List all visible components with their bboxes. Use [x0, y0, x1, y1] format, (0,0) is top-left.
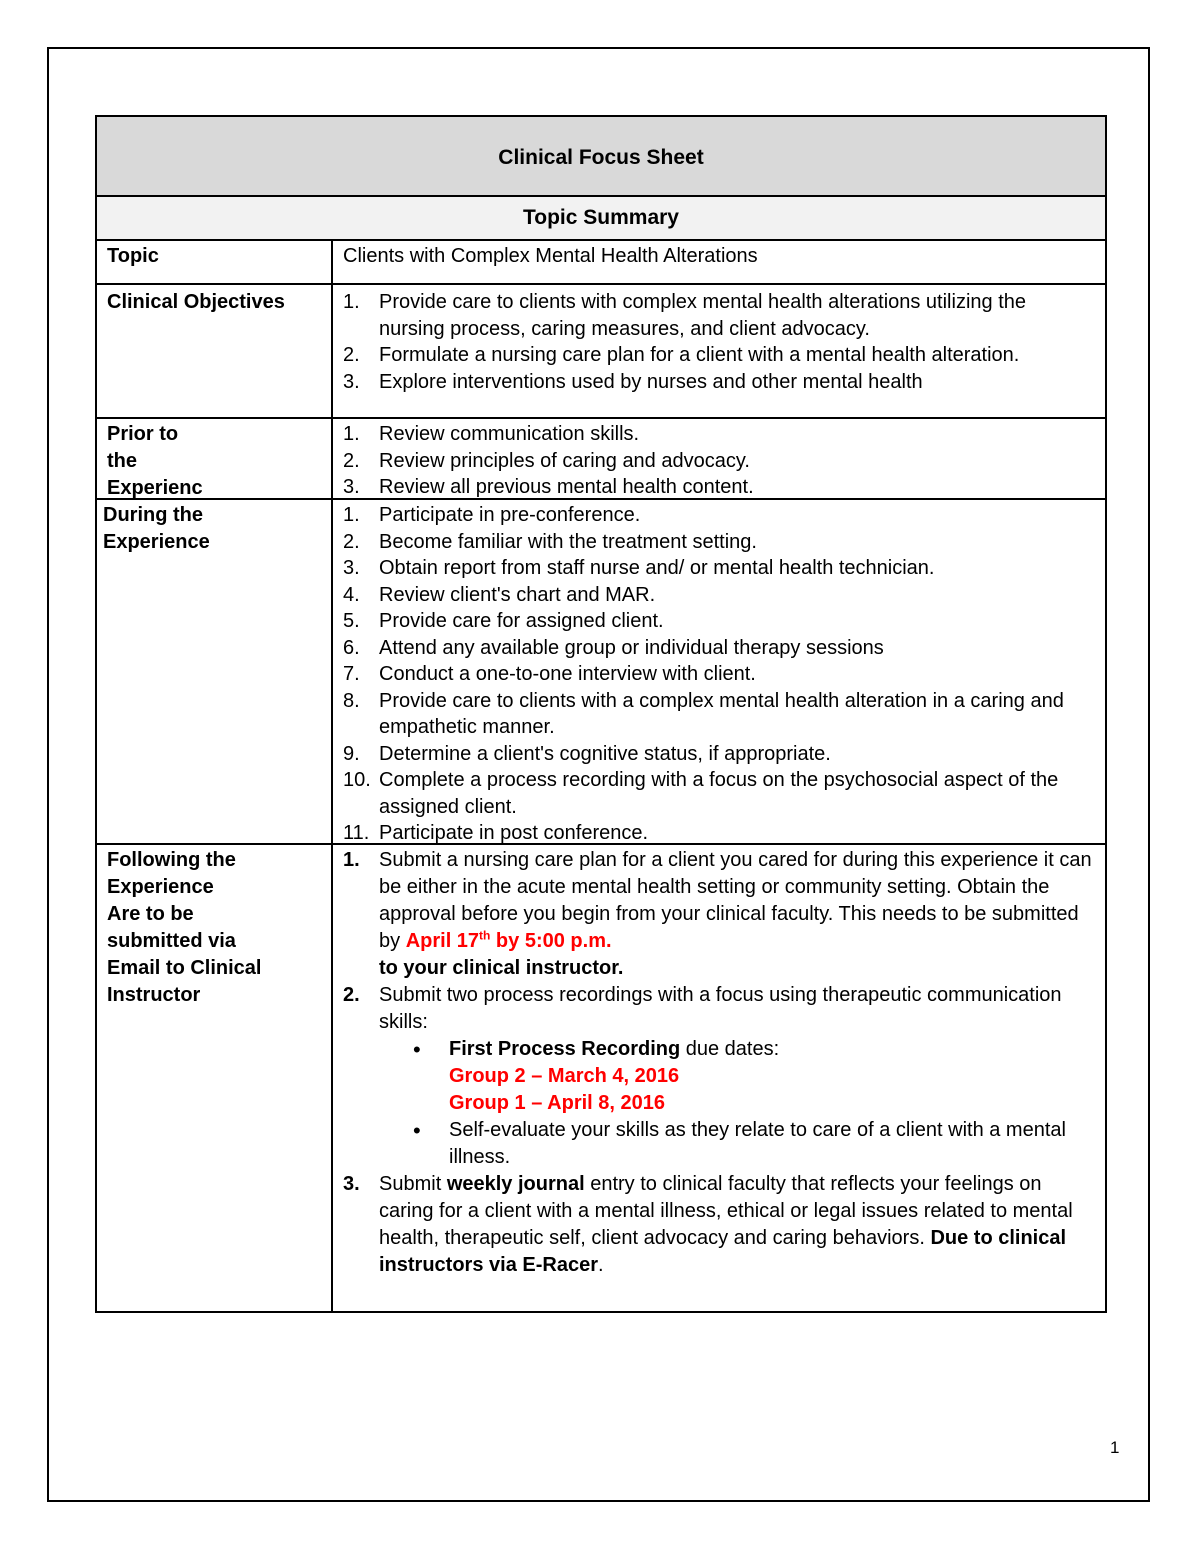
prior-experience-row	[97, 419, 1105, 500]
label-line: Prior to	[107, 423, 179, 445]
item-number: 9.	[343, 742, 360, 765]
item-number: 1.	[343, 504, 360, 526]
deadline-time: by 5:00 p.m.	[490, 930, 612, 952]
item-number: 2.	[343, 449, 360, 472]
list-item	[343, 635, 1095, 662]
item-number: 1.	[343, 849, 360, 871]
list-item	[343, 767, 1095, 820]
label-line: Instructor	[107, 984, 201, 1006]
process-recording-instructions: Submit two process recordings with a focus using therapeutic communication skills:	[379, 984, 1062, 1033]
journal-due: Due to clinical instructors via E-Racer	[379, 1227, 1067, 1276]
sheet-title: Clinical Focus Sheet	[97, 117, 1105, 197]
bullet-suffix: due dates:	[680, 1038, 780, 1060]
following-experience-label	[97, 845, 333, 1311]
list-item	[343, 555, 1095, 582]
bullet-text: Self-evaluate your skills as they relate to care of a client with a mental illness.	[449, 1119, 1066, 1168]
label-line: submitted via	[107, 930, 236, 952]
topic-value: Clients with Complex Mental Health Alterations	[343, 245, 758, 267]
list-item	[343, 847, 1095, 982]
item-number: 5.	[343, 610, 360, 632]
item-number: 1.	[343, 423, 360, 445]
clinical-focus-table	[95, 115, 1107, 1313]
clinical-objectives-row	[97, 285, 1105, 419]
item-text: Review principles of caring and advocacy.	[379, 449, 750, 472]
item-number: 3.	[343, 557, 360, 579]
item-text	[379, 1171, 1095, 1279]
label-line: Following the	[107, 849, 236, 871]
list-item	[343, 529, 1095, 556]
deadline-suffix: th	[479, 928, 491, 943]
topic-label: Topic	[97, 241, 333, 283]
item-text: Provide care to clients with a complex mental health alteration in a caring and empathetic manner.	[379, 689, 1064, 738]
item-number: 3.	[343, 476, 360, 498]
item-text: Review client's chart and MAR.	[379, 583, 656, 606]
list-item	[343, 982, 1095, 1171]
list-item	[343, 474, 1095, 500]
list-item	[343, 820, 1095, 845]
during-experience-list	[333, 500, 1105, 843]
prior-experience-label	[97, 419, 333, 498]
bullet-item	[413, 1117, 1095, 1171]
item-text: Formulate a nursing care plan for a client with a mental health alteration.	[379, 344, 1020, 366]
list-item	[343, 1171, 1095, 1279]
item-text: Complete a process recording with a focus on the psychosocial aspect of the assigned client.	[379, 769, 1059, 818]
item-text	[379, 847, 1095, 982]
item-number: 6.	[343, 636, 360, 659]
item-text: Review communication skills.	[379, 423, 640, 445]
item-text: Obtain report from staff nurse and/ or mental health technician.	[379, 557, 935, 579]
item-text: Attend any available group or individual therapy sessions	[379, 636, 884, 659]
item-text: Conduct a one-to-one interview with client.	[379, 663, 756, 685]
item-number: 2.	[343, 530, 360, 553]
list-item	[343, 289, 1095, 342]
list-item	[343, 421, 1095, 448]
care-plan-instructions: Submit a nursing care plan for a client you cared for during this experience it can be either in the acute mental health setting or community setting. Obtain the approval before you begin from your clinical faculty. This needs to be submitted by	[379, 849, 1092, 952]
following-experience-row	[97, 845, 1105, 1311]
item-text: Determine a client's cognitive status, if appropriate.	[379, 742, 831, 765]
bullet-icon: •	[413, 1037, 421, 1062]
journal-text-c: .	[597, 1254, 604, 1276]
bullet-item	[413, 1036, 1095, 1117]
item-number: 3.	[343, 370, 360, 393]
bullet-bold: First Process Recording	[449, 1038, 681, 1060]
item-text: Participate in post conference.	[379, 822, 649, 844]
deadline-recipient: to your clinical instructor.	[379, 957, 624, 979]
clinical-objectives-list	[333, 285, 1105, 417]
group2-due-date: Group 2 – March 4, 2016	[449, 1065, 680, 1087]
list-item	[343, 369, 1095, 396]
item-number: 10.	[343, 769, 371, 791]
list-item	[343, 608, 1095, 635]
journal-text-a: Submit	[379, 1173, 447, 1195]
group1-due-date: Group 1 – April 8, 2016	[449, 1092, 666, 1114]
label-line: Experienc	[107, 477, 203, 499]
topic-row	[97, 241, 1105, 285]
label-line: Are to be	[107, 903, 194, 925]
item-number: 7.	[343, 663, 360, 685]
item-number: 4.	[343, 583, 360, 606]
deadline-date: April 17	[405, 930, 480, 952]
list-item	[343, 448, 1095, 475]
journal-text-b: entry to clinical faculty that reflects your feelings on caring for a client with a mental illness, ethical or legal issues related to mental health, therapeutic self, client advocacy and caring behaviors.	[379, 1173, 1073, 1249]
label-line: the	[107, 450, 137, 472]
topic-summary-heading: Topic Summary	[97, 197, 1105, 241]
item-number: 8.	[343, 689, 360, 712]
item-text: Review all previous mental health content.	[379, 476, 754, 498]
list-item	[343, 741, 1095, 768]
item-text: Participate in pre-conference.	[379, 504, 641, 526]
during-experience-row	[97, 500, 1105, 845]
item-number: 3.	[343, 1173, 360, 1195]
item-text: Become familiar with the treatment setting.	[379, 530, 757, 553]
item-text: Explore interventions used by nurses and other mental health	[379, 370, 923, 393]
list-item	[343, 502, 1095, 529]
following-experience-list	[333, 845, 1105, 1311]
clinical-objectives-label: Clinical Objectives	[97, 285, 333, 417]
bullet-icon: •	[413, 1118, 421, 1143]
item-number: 2.	[343, 984, 360, 1006]
label-line: During the	[103, 504, 203, 526]
during-experience-label	[97, 500, 333, 843]
journal-bold: weekly journal	[446, 1173, 585, 1195]
list-item	[343, 688, 1095, 741]
bullet-text	[449, 1036, 1095, 1117]
label-line: Experience	[107, 876, 214, 898]
item-text	[379, 982, 1095, 1171]
item-number: 2.	[343, 344, 360, 366]
item-number: 1.	[343, 291, 360, 313]
list-item	[343, 661, 1095, 688]
list-item	[343, 342, 1095, 369]
item-text: Provide care for assigned client.	[379, 610, 664, 632]
label-line: Experience	[103, 531, 210, 553]
item-number: 11.	[343, 822, 370, 844]
label-line: Email to Clinical	[107, 957, 262, 979]
prior-experience-list	[333, 419, 1105, 498]
list-item	[343, 582, 1095, 609]
item-text: Provide care to clients with complex mental health alterations utilizing the nursing process, caring measures, and client advocacy.	[379, 291, 1026, 340]
page-number: 1	[1110, 1438, 1120, 1457]
